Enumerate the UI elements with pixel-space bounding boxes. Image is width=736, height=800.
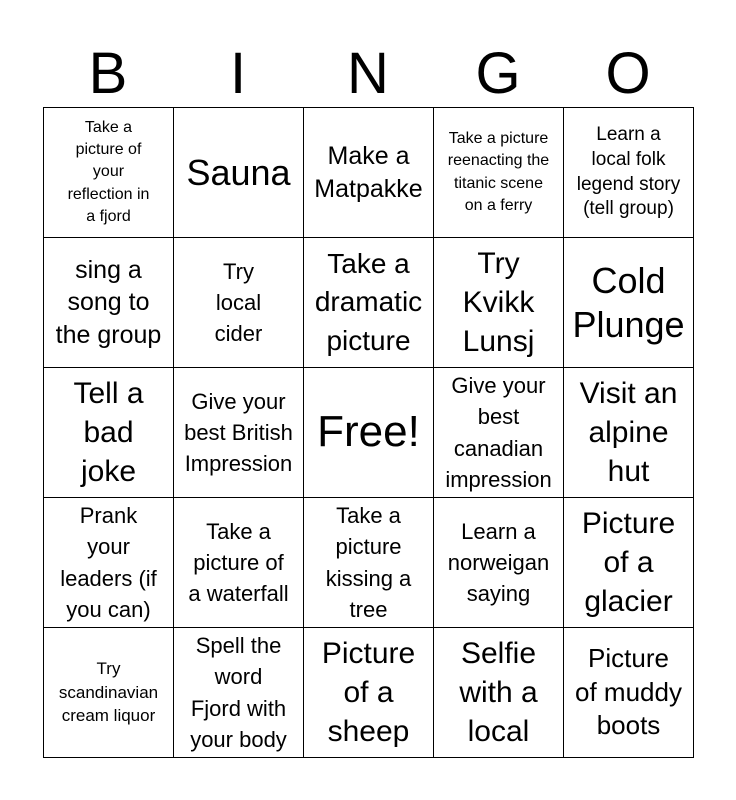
bingo-header bbox=[43, 40, 693, 108]
bingo-cell-r4c2[interactable] bbox=[174, 498, 304, 628]
header-letter-n: N bbox=[347, 41, 389, 106]
bingo-cell-free[interactable] bbox=[304, 368, 434, 498]
header-letter-i: I bbox=[229, 41, 247, 106]
cell-label: Try scandinavian cream liquor bbox=[58, 659, 159, 726]
cell-label: Give your best canadian impression bbox=[445, 373, 552, 492]
cell-label: Picture of muddy boots bbox=[575, 642, 682, 741]
bingo-cell-r2c1[interactable] bbox=[44, 238, 174, 368]
cell-label: sing a song to the group bbox=[55, 255, 162, 349]
cell-label: Sauna bbox=[186, 151, 291, 193]
bingo-cell-r2c4[interactable] bbox=[434, 238, 564, 368]
bingo-cell-r5c1[interactable] bbox=[44, 628, 174, 758]
bingo-cell-r3c4[interactable] bbox=[434, 368, 564, 498]
bingo-cell-r1c4[interactable] bbox=[434, 108, 564, 238]
bingo-cell-r4c1[interactable] bbox=[44, 498, 174, 628]
bingo-cell-r2c2[interactable] bbox=[174, 238, 304, 368]
bingo-board bbox=[43, 107, 694, 758]
cell-label: Tell a bad joke bbox=[73, 377, 144, 488]
cell-label: Give your best British Impression bbox=[184, 388, 293, 477]
bingo-cell-r1c3[interactable] bbox=[304, 108, 434, 238]
cell-label: Cold Plunge bbox=[572, 259, 685, 345]
cell-label: Picture of a glacier bbox=[581, 507, 676, 618]
bingo-cell-r1c2[interactable] bbox=[174, 108, 304, 238]
cell-label: Try local cider bbox=[214, 258, 263, 347]
header-letter-g: G bbox=[475, 41, 521, 106]
bingo-cell-r4c3[interactable] bbox=[304, 498, 434, 628]
cell-label: Make a Matpakke bbox=[314, 142, 423, 203]
cell-label: Take a picture of a waterfall bbox=[188, 518, 289, 607]
cell-label: Prank your leaders (if you can) bbox=[60, 503, 157, 622]
header-letter-o: O bbox=[605, 41, 651, 106]
bingo-cell-r3c5[interactable] bbox=[564, 368, 694, 498]
bingo-cell-r1c1[interactable] bbox=[44, 108, 174, 238]
cell-label: Take a picture kissing a tree bbox=[325, 503, 412, 622]
bingo-cell-r1c5[interactable] bbox=[564, 108, 694, 238]
cell-label: Take a picture of your reflection in a fjord bbox=[67, 119, 150, 225]
cell-label: Selfie with a local bbox=[459, 637, 538, 748]
cell-label: Spell the word Fjord with your body bbox=[190, 633, 287, 752]
cell-label: Take a dramatic picture bbox=[314, 247, 423, 356]
bingo-cell-r5c4[interactable] bbox=[434, 628, 564, 758]
bingo-cell-r5c3[interactable] bbox=[304, 628, 434, 758]
bingo-cell-r4c5[interactable] bbox=[564, 498, 694, 628]
cell-label: Learn a local folk legend story (tell group) bbox=[576, 124, 681, 220]
bingo-cell-r4c4[interactable] bbox=[434, 498, 564, 628]
cell-label: Try Kvikk Lunsj bbox=[462, 247, 535, 358]
cell-label: Visit an alpine hut bbox=[579, 377, 678, 488]
cell-label: Picture of a sheep bbox=[321, 637, 416, 748]
cell-label: Learn a norweigan saying bbox=[447, 518, 550, 607]
bingo-cell-r3c2[interactable] bbox=[174, 368, 304, 498]
bingo-cell-r5c2[interactable] bbox=[174, 628, 304, 758]
cell-label: Take a picture reenacting the titanic scene on a ferry bbox=[447, 130, 550, 214]
bingo-cell-r2c5[interactable] bbox=[564, 238, 694, 368]
bingo-cell-r5c5[interactable] bbox=[564, 628, 694, 758]
bingo-cell-r2c3[interactable] bbox=[304, 238, 434, 368]
header-letter-b: B bbox=[88, 41, 128, 106]
free-space-label: Free! bbox=[317, 407, 420, 457]
bingo-cell-r3c1[interactable] bbox=[44, 368, 174, 498]
